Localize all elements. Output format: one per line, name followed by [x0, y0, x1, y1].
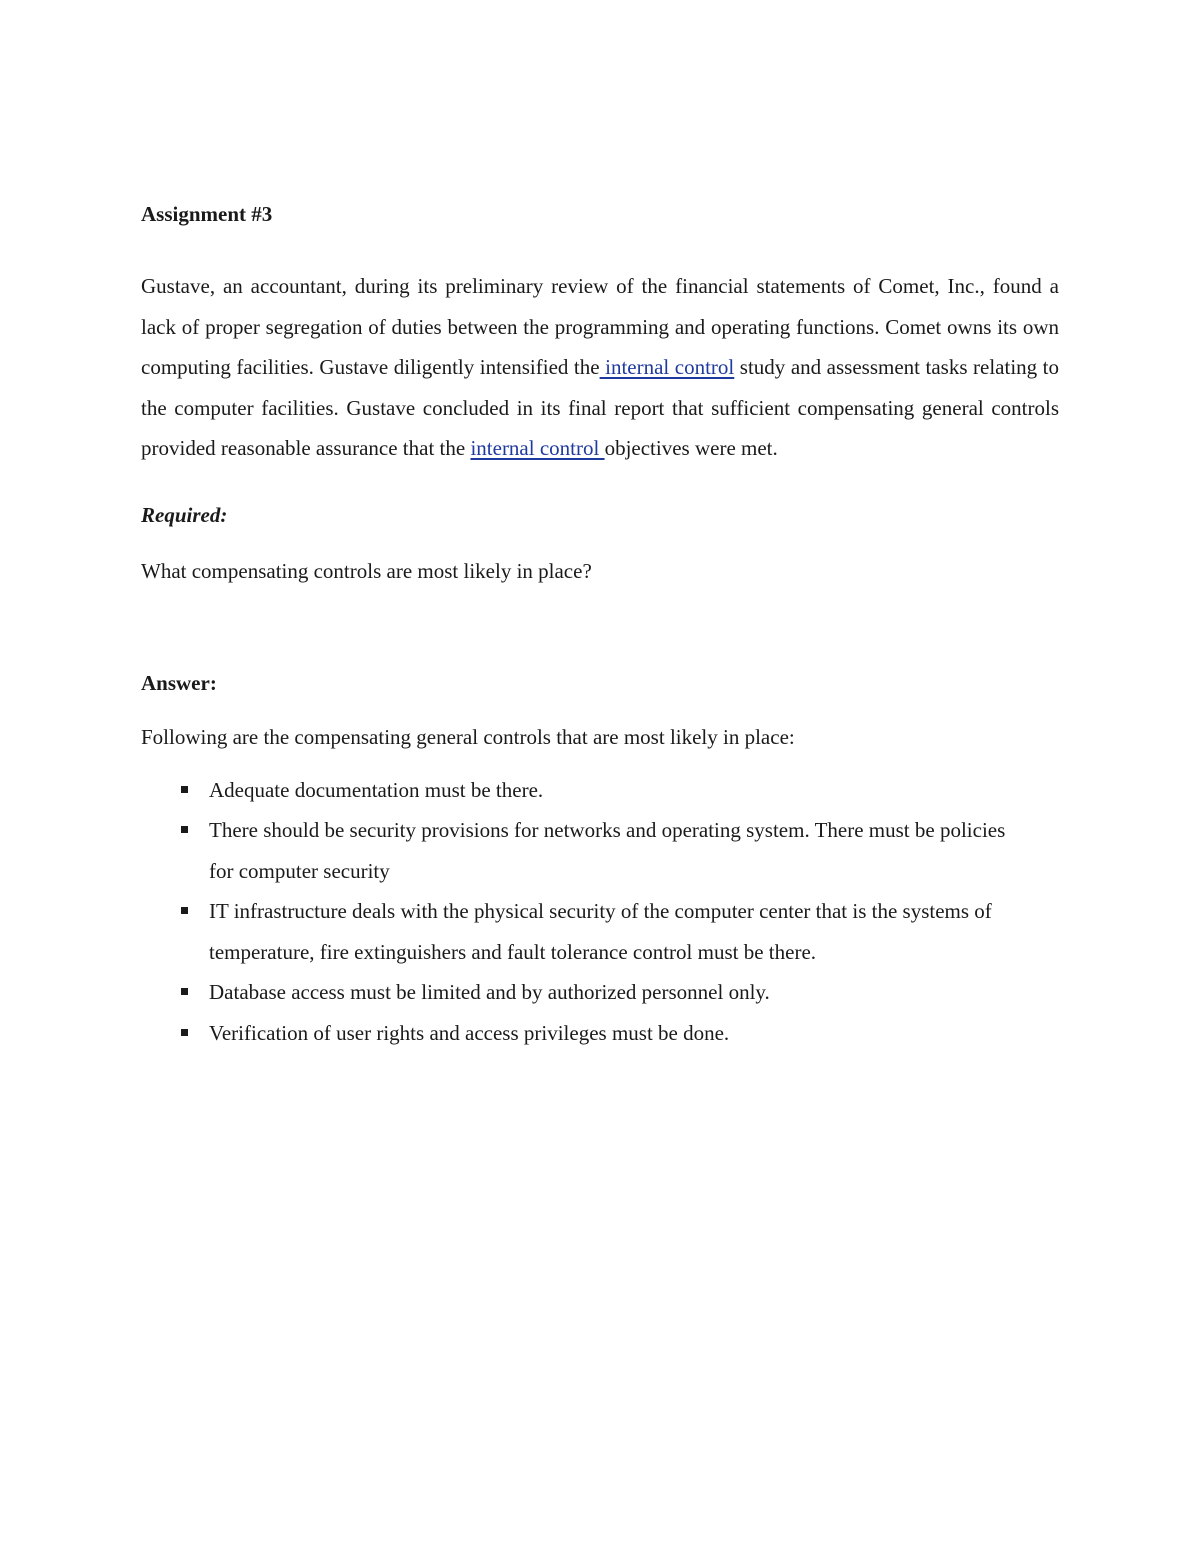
list-item: [141, 770, 1021, 811]
list-item: [141, 891, 1021, 972]
square-bullet-icon: [181, 988, 188, 995]
bullet-text: Adequate documentation must be there.: [209, 777, 544, 802]
bullet-text: There should be security provisions for networks and operating system. There must be policies for computer security: [209, 818, 1006, 883]
square-bullet-icon: [181, 826, 188, 833]
bullet-text: IT infrastructure deals with the physical security of the computer center that is the systems of temperature, fire extinguishers and fault tolerance control must be there.: [209, 899, 992, 964]
square-bullet-icon: [181, 1029, 188, 1036]
internal-control-link-1[interactable]: internal control: [599, 355, 735, 379]
required-label: Required:: [141, 502, 228, 527]
question-text: What compensating controls are most likely in place?: [141, 558, 592, 583]
list-item: [141, 810, 1021, 891]
answer-bullet-list: [141, 770, 1021, 1054]
internal-control-link-2[interactable]: internal control: [470, 436, 605, 460]
square-bullet-icon: [181, 907, 188, 914]
document-page: [141, 196, 1059, 1053]
list-item: [141, 1013, 1021, 1054]
answer-intro: Following are the compensating general controls that are most likely in place:: [141, 724, 795, 749]
list-item: [141, 972, 1021, 1013]
bullet-text: Verification of user rights and access privileges must be done.: [209, 1020, 730, 1045]
case-paragraph: [141, 266, 1059, 469]
bullet-text: Database access must be limited and by authorized personnel only.: [209, 980, 770, 1004]
square-bullet-icon: [181, 786, 188, 793]
assignment-title: Assignment #3: [141, 202, 273, 226]
paragraph-text-3: objectives were met.: [604, 436, 778, 460]
answer-label: Answer:: [141, 670, 217, 695]
paragraph-text-1: Gustave, an accountant, during its preliminary review of the financial statements of Comet, Inc., found a lack of proper segregation of duties between the programming and operating functions. Comet owns its own computing facilities. Gustave diligently intensified the: [141, 274, 1059, 379]
paragraph-text-2: study and assessment tasks relating to the computer facilities. Gustave concluded in its final report that sufficient compensating general controls provided reasonable assurance that the: [141, 355, 1060, 460]
